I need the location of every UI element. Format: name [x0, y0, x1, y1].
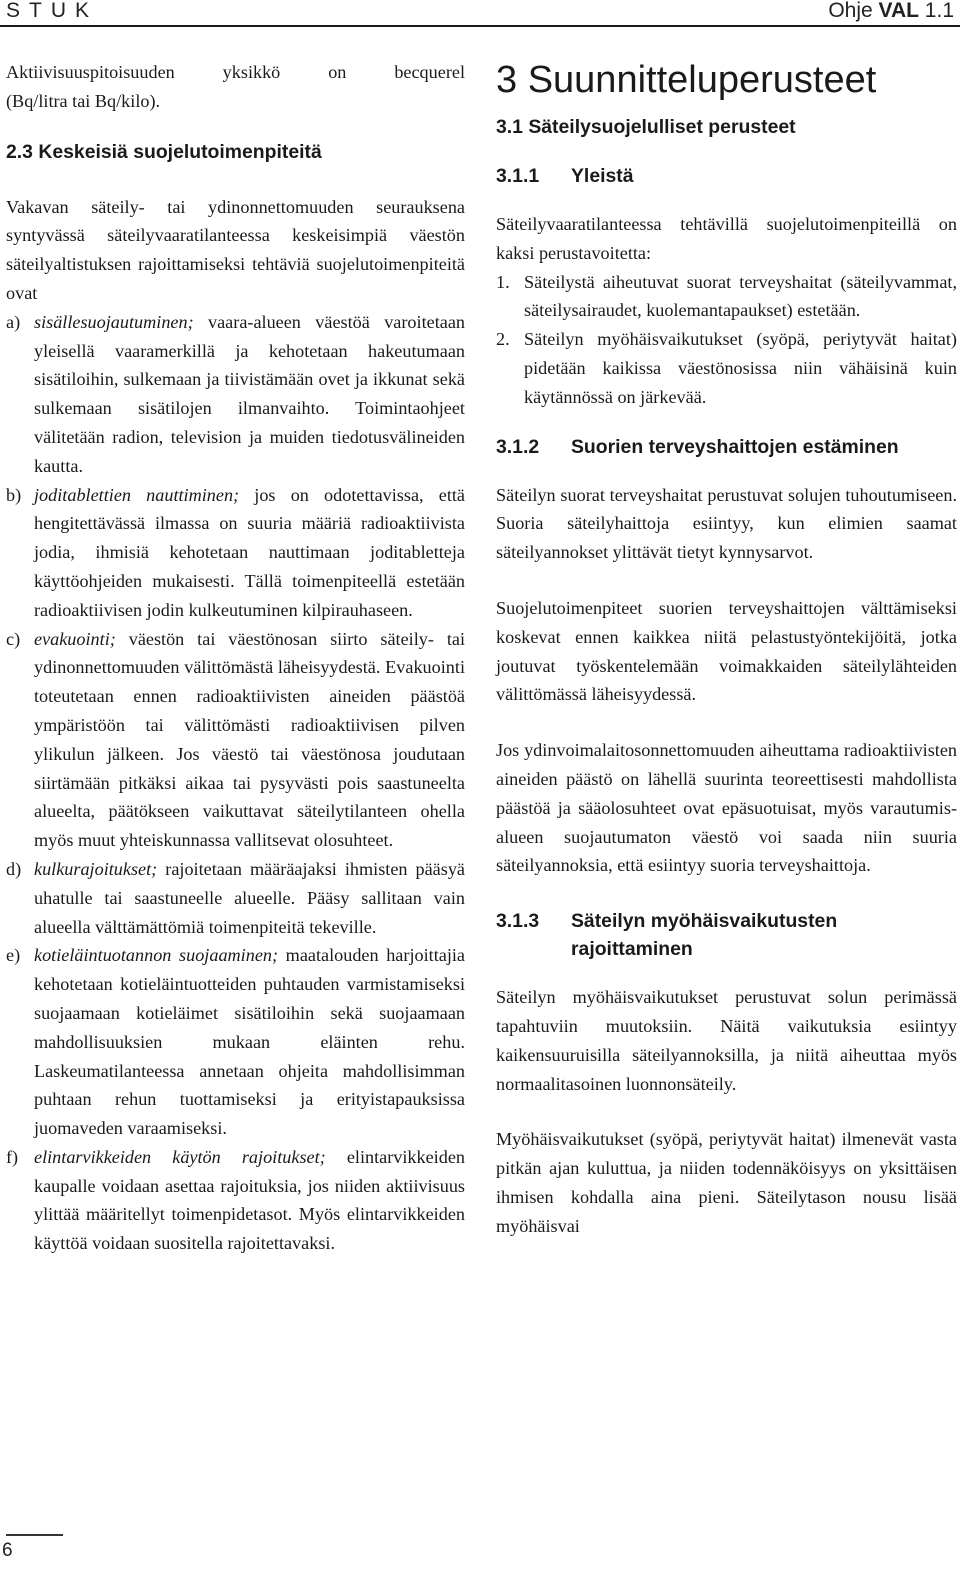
paragraph: Säteilyvaaratilanteessa tehtävillä suojelutoimenpiteillä on kaksi perustavoitetta: [496, 214, 957, 263]
list-text: maatalouden harjoittajia kehotetaan kotieläintuotteiden puhtauden varmistamiseksi suojaamaan kotieläimet sisätiloihin sekä suojaamaan mahdollisuuksien mukaan eläinten rehu. Laskeumatilanteessa annetaan ohjeita mahdollisimman puhtaan rehun tuottamiseksi ja erityistapauksissa juomaveden varaamiseksi. [34, 945, 465, 1139]
subsection-title: Säteilyn myöhäisvaikutusten rajoittaminen [571, 910, 838, 961]
page-header [0, 0, 960, 26]
list-item [6, 625, 465, 855]
footer-rule [6, 1534, 63, 1536]
doc-code: VAL [878, 0, 919, 22]
list-term: sisällesuojautuminen; [34, 311, 194, 332]
subsection-title: Yleistä [571, 165, 634, 187]
section-heading-2-3: 2.3 Keskeisiä suojelutoimenpiteitä [6, 140, 322, 163]
list-item [6, 941, 465, 1143]
list-marker: f) [6, 1146, 19, 1167]
header-rule [0, 25, 960, 27]
list-term: kotieläintuotannon suojaaminen; [34, 945, 279, 966]
list-marker: 2. [496, 329, 510, 350]
list-marker: e) [6, 945, 21, 966]
list-text: elintarvikkeiden kaupalle voidaan asettaa rajoituksia, jos niiden aktiivisuus ylittää määritellyt toimenpidetasot. Myös elintarvikkeiden käyttöä voidaan suositella rajoitettavaksi. [34, 1146, 465, 1254]
list-text: Säteilystä aiheutuvat suorat terveyshaitat (säteilyvammat, säteilysairaudet, kuolemantapaukset) estetään. [524, 271, 957, 321]
subsection-heading-3-1-3 [496, 907, 957, 963]
list-marker: a) [6, 311, 21, 332]
list-item [496, 325, 957, 411]
measures-list [6, 308, 465, 1258]
paragraph: Säteilyn suorat terveyshaitat perustuvat solujen tuhoutumiseen. Suoria säteilyhaittoja esiintyy, kun elimien saamat säteilyannokset ylittävät tietyt kynnysarvot. [496, 484, 957, 563]
intro-line-1: Aktiivisuuspitoisuuden yksikkö on becquerel [6, 62, 465, 82]
paragraph: Suojelutoimenpiteet suorien terveyshaittojen välttämiseksi koskevat ennen kaikkea niitä pelastustyöntekijöitä, jotka joutuvat työskentelemään voimakkaiden säteilylähteiden välittömässä läheisyydessä. [496, 597, 957, 705]
paragraph: Myöhäisvaikutukset (syöpä, periytyvät haitat) ilmenevät vasta pitkän ajan kuluttua, ja niiden todennäköisyys on yksittäisen ihmisen kohdalla aina pieni. Säteilytason nousu lisää myöhäisvai [496, 1129, 957, 1236]
list-term: joditablettien nauttiminen; [34, 484, 240, 505]
list-marker: 1. [496, 271, 510, 292]
paragraph: Säteilyn myöhäisvaikutukset perustuvat solun perimässä tapahtuviin muutoksiin. Näitä vaikutuksia esiintyy kaikensuuruisilla säteilyannoksilla, ja niitä aiheuttaa myös normaalitasoinen luonnonsäteily. [496, 987, 957, 1094]
list-item [6, 1143, 465, 1258]
list-text: Säteilyn myöhäisvaikutukset (syöpä, periytyvät haitat) pidetään kaikissa väestönosissa niin vähäisinä kuin käytännössä on järkevää. [524, 329, 957, 407]
subsection-title: Suorien terveyshaittojen estäminen [571, 435, 899, 458]
list-text: vaara-alueen väestöä varoitetaan yleisellä vaaramerkillä ja kehotetaan hakeutumaan sisätiloihin, sulkemaan ja tiivistämään ovet ja ikkunat sekä sulkemaan sisätilojen ilmanvaihto. Toimintaohjeet välitetään radion, television ja muiden tiedotusvälineiden kautta. [34, 311, 465, 476]
list-marker: b) [6, 484, 22, 505]
list-term: kulkurajoitukset; [34, 858, 158, 879]
subsection-heading-3-1-2 [496, 433, 957, 461]
paragraph: Jos ydinvoimalaitosonnettomuuden aiheuttama radioaktiivisten aineiden päästö on lähellä suurinta teoreettisesti mahdollista päästöä ja sääolosuhteet ovat epäsuotuisat, myös varautumisalueen suojautumaton väestö voi saada niin suuria säteilyannoksia, että esiintyy suoria terveyshaittoja. [496, 740, 957, 876]
list-item [6, 481, 465, 625]
chapter-title: 3 Suunnitteluperusteet [496, 59, 877, 101]
subsection-heading-3-1-1 [496, 162, 957, 190]
doc-num: 1.1 [918, 0, 954, 22]
list-marker: d) [6, 858, 22, 879]
list-text: jos on odotettavissa, että hengitettävässä ilmassa on suuria määriä radioaktiivista jodia, ihmisiä kehotetaan nauttimaan joditabletteja käyttöohjeiden mukaisesti. Tällä toimenpiteellä estetään radioaktiivisen jodin kulkeutuminen kilpirauhaseen. [34, 484, 465, 620]
document-id [828, 0, 954, 23]
list-item [6, 308, 465, 481]
section-heading-3-1: 3.1 Säteilysuojelulliset perusteet [496, 116, 796, 138]
brand-logo: STUK [6, 0, 99, 22]
list-text: rajoitetaan määräajaksi ihmisten pääsyä uhatulle tai saastuneelle alueelle. Pääsy sallitaan vain alueella välttämättömiä toimenpiteitä tekeville. [34, 858, 465, 937]
intro-paragraph: Vakavan säteily- tai ydinonnettomuuden seurauksena syntyvässä säteilyvaaratilanteessa keskeisimpiä väestön säteilyaltistuksen rajoittamiseksi tehtäviä suojelutoimenpiteitä ovat [6, 196, 465, 303]
left-column [6, 58, 465, 1258]
list-term: elintarvikkeiden käytön rajoitukset; [34, 1146, 326, 1167]
list-text: väestön tai väestönosan siirto säteily- tai ydinonnettomuuden välittömästä läheisyydestä. Evakuointi toteutetaan ennen radioaktiivisten aineiden päästöä ympäristöön tai välittömästi radioaktiivisen pilven ylikulun jälkeen. Jos väestö tai väestönosa joudutaan siirtämään pitkäksi aikaa tai pysyvästi pois saastuneelta alueelta, päätökseen vaikuttavat säteilytilanteen ohella myös muut yhteiskunnassa vallitsevat olosuhteet. [34, 628, 465, 851]
list-term: evakuointi; [34, 628, 116, 649]
list-marker: c) [6, 628, 21, 649]
goals-list [496, 268, 957, 412]
right-column [496, 58, 957, 1241]
subsection-number: 3.1.1 [496, 165, 540, 187]
subsection-number: 3.1.3 [496, 910, 540, 933]
list-item [496, 268, 957, 326]
intro-line-2: (Bq/litra tai Bq/kilo). [6, 90, 161, 111]
list-item [6, 855, 465, 941]
doc-prefix: Ohje [828, 0, 879, 22]
subsection-number: 3.1.2 [496, 435, 540, 458]
page-number: 6 [2, 1540, 13, 1561]
